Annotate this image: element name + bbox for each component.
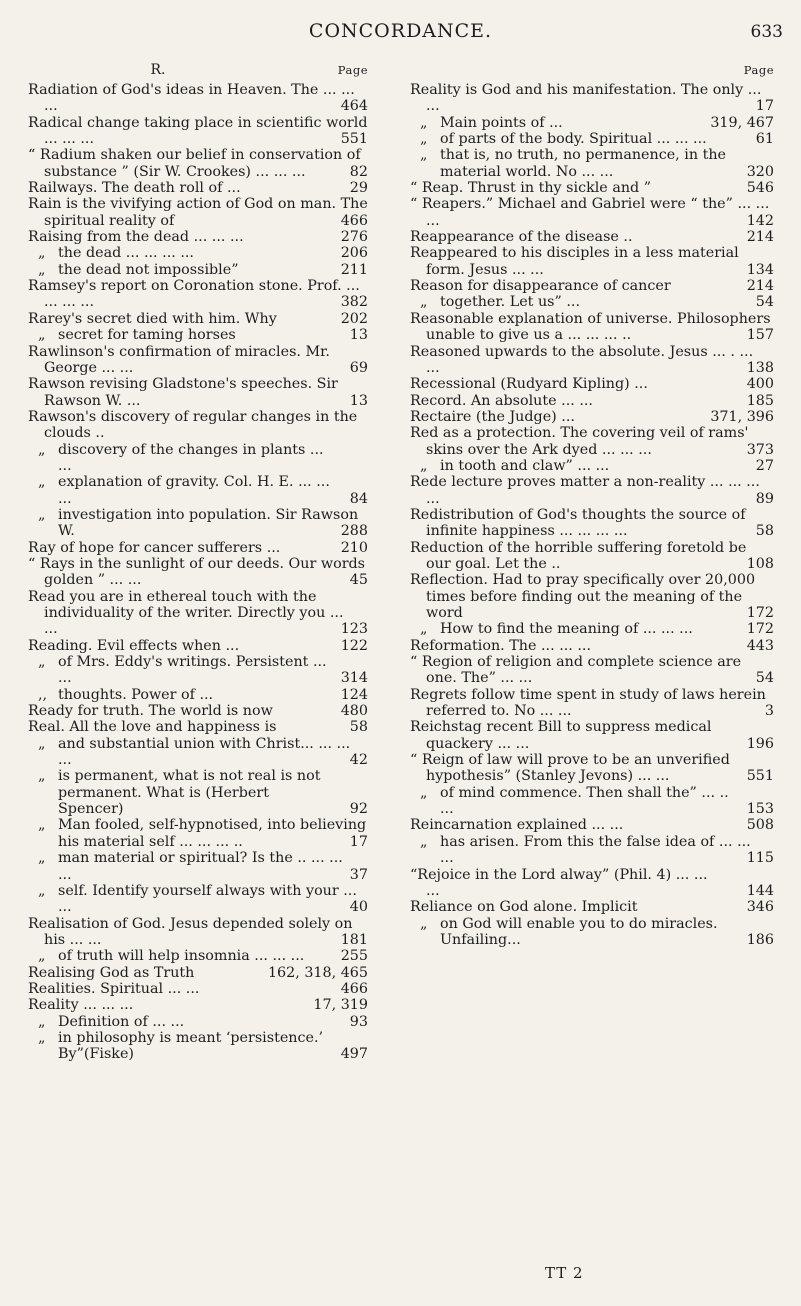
ditto-mark: „ — [420, 294, 428, 311]
entry-page-ref: 142 — [746, 212, 774, 229]
entry-page-ref: 29 — [349, 180, 368, 197]
entry-text: “ Radium shaken our belief in conservation of substance ” (Sir W. Crookes) ... ... ... — [28, 147, 361, 180]
ditto-mark: „ — [420, 114, 428, 131]
entry-page-ref: 185 — [746, 392, 774, 409]
ditto-mark: „ — [38, 1029, 46, 1046]
index-entry: „ of parts of the body. Spiritual ... ... ... 61 — [420, 131, 774, 148]
index-entry — [410, 82, 774, 115]
entry-text: Rawlinson's confirmation of miracles. Mr. George ... ... — [28, 343, 330, 376]
entry-text: and substantial union with Christ... ... ... ... — [58, 735, 351, 769]
entry-page-ref: 124 — [340, 686, 368, 703]
entry-text: Definition of ... ... — [58, 1013, 185, 1030]
ditto-mark: „ — [38, 654, 46, 671]
entry-text: “Rejoice in the Lord alway” (Phil. 4) ... ... ... — [410, 866, 708, 899]
index-entry — [410, 899, 774, 915]
index-entry — [28, 981, 368, 997]
entry-text: Rectaire (the Judge) ... — [410, 408, 575, 425]
index-entry — [28, 278, 368, 311]
left-column-header — [28, 60, 368, 82]
index-entry — [410, 196, 774, 229]
index-entry — [28, 442, 368, 475]
ditto-mark: „ — [38, 441, 46, 458]
entry-text: Realising God as Truth — [28, 964, 195, 981]
entry-text: Realities. Spiritual ... ... — [28, 980, 200, 997]
entry-page-ref: 210 — [340, 539, 368, 556]
index-entry — [28, 1030, 368, 1063]
entry-text: of truth will help insomnia ... ... ... — [58, 948, 305, 965]
entry-page-ref: 202 — [340, 310, 368, 327]
entry-text: Raising from the dead ... ... ... — [28, 229, 244, 246]
entry-page-ref: 115 — [746, 850, 774, 867]
entry-text: Rawson revising Gladstone's speeches. Sir Rawson W. ... — [28, 376, 338, 409]
index-entry — [410, 180, 774, 196]
entry-page-ref: 214 — [746, 229, 774, 246]
entry-page-ref: 371, 396 — [710, 408, 774, 425]
entry-text: in tooth and claw” ... ... — [440, 457, 610, 474]
ditto-mark: „ — [38, 261, 46, 278]
entry-text: “ Reign of law will prove to be an unverified hypothesis” (Stanley Jevons) ... ... — [410, 752, 730, 785]
ditto-mark: „ — [420, 621, 428, 638]
entry-text: Reichstag recent Bill to suppress medical quackery ... ... — [410, 719, 712, 752]
page-column-label: Page — [337, 63, 368, 77]
entry-text: discovery of the changes in plants ... ... — [58, 441, 324, 474]
entry-text: that is, no truth, no permanence, in the material world. No ... ... — [440, 147, 727, 180]
entry-page-ref: 464 — [340, 98, 368, 115]
entry-text: Reasonable explanation of universe. Philosophers unable to give us a ... ... ... .. — [410, 310, 771, 344]
entry-text: man material or spiritual? Is the .. ... ... ... — [58, 850, 343, 883]
entry-text: investigation into population. Sir Rawson W. — [58, 506, 359, 540]
entry-text: on God will enable you to do miracles. Unfailing... — [440, 915, 718, 948]
entry-text: Reflection. Had to pray specifically over 20,000 times before finding out the meaning of the word — [410, 572, 756, 621]
entry-text: “ Region of religion and complete science are one. The” ... ... — [410, 654, 742, 687]
section-letter: R. — [150, 62, 166, 78]
entry-page-ref: 320 — [746, 163, 774, 180]
entry-text: Redistribution of God's thoughts the source of infinite happiness ... ... ... ... — [410, 506, 746, 540]
index-entry — [410, 409, 774, 425]
page-header — [0, 18, 801, 48]
index-entry — [28, 82, 368, 115]
entry-text: Reappearance of the disease .. — [410, 229, 633, 246]
entry-page-ref: 162, 318, 465 — [267, 964, 368, 981]
ditto-mark: „ — [420, 457, 428, 474]
index-entry: „ is permanent, what is not real is not permanent. What is (Herbert Spencer) 92 — [38, 768, 368, 818]
entry-page-ref: 69 — [349, 359, 368, 376]
index-entry: „ self. Identify yourself always with your ... ... 40 — [38, 882, 368, 916]
entry-text: thoughts. Power of ... — [58, 686, 214, 703]
entry-page-ref: 255 — [340, 948, 368, 965]
index-entry — [28, 262, 368, 278]
index-entry — [410, 344, 774, 377]
entry-page-ref: 134 — [746, 261, 774, 278]
entry-page-ref: 17 — [755, 98, 774, 115]
ditto-mark: „ — [38, 735, 46, 752]
entry-page-ref: 480 — [340, 703, 368, 720]
index-entry — [410, 817, 774, 833]
entry-text: Reduction of the horrible suffering foretold be our goal. Let the .. — [410, 539, 747, 572]
ditto-mark: „ — [420, 784, 428, 801]
index-entry — [28, 948, 368, 964]
entry-text: Record. An absolute ... ... — [410, 392, 593, 409]
entry-text: self. Identify yourself always with your ... ... — [58, 882, 357, 916]
entry-text: Ready for truth. The world is now — [28, 703, 273, 720]
right-column-header — [410, 60, 774, 82]
index-entry — [410, 245, 774, 278]
entry-text: How to find the meaning of ... ... ... — [440, 621, 693, 638]
ditto-mark: „ — [420, 915, 428, 932]
entry-page-ref: 206 — [340, 245, 368, 262]
index-entry — [28, 719, 368, 735]
entry-text: Reality ... ... ... — [28, 997, 134, 1014]
entry-page-ref: 13 — [349, 392, 368, 409]
index-entry — [410, 752, 774, 785]
index-entry — [410, 311, 774, 344]
index-entry — [410, 916, 774, 949]
index-entry — [410, 229, 774, 245]
entry-text: Reading. Evil effects when ... — [28, 637, 240, 654]
index-entry — [28, 229, 368, 245]
entry-page-ref: 466 — [340, 212, 368, 229]
entry-page-ref: 546 — [746, 180, 774, 197]
index-entry: Regrets follow time spent in study of laws herein referred to. No ... ... 3 — [410, 686, 774, 720]
index-entry — [410, 474, 774, 507]
index-entry — [28, 409, 368, 442]
page-number: 633 — [750, 22, 783, 42]
index-entry — [28, 638, 368, 654]
index-entry: „ and substantial union with Christ... ... ... ... 42 — [38, 735, 368, 769]
entry-text: Realisation of God. Jesus depended solely on his ... ... — [28, 915, 353, 948]
entry-page-ref: 58 — [755, 523, 774, 540]
index-entry — [28, 245, 368, 261]
index-entry: „ in tooth and claw” ... ... 27 — [420, 457, 774, 474]
ditto-mark: „ — [38, 948, 46, 965]
entry-page-ref: 288 — [340, 523, 368, 540]
index-entry — [28, 196, 368, 229]
entry-text: Main points of ... — [440, 114, 563, 131]
index-entry — [410, 719, 774, 752]
entry-text: is permanent, what is not real is not permanent. What is (Herbert Spencer) — [58, 768, 321, 818]
index-entry — [28, 115, 368, 148]
entry-page-ref: 172 — [746, 605, 774, 621]
entry-text: Recessional (Rudyard Kipling) ... — [410, 376, 648, 393]
entry-text: has arisen. From this the false idea of ... ... ... — [440, 833, 751, 867]
entry-text: Reasoned upwards to the absolute. Jesus ... . ... ... — [410, 343, 754, 376]
entry-page-ref: 89 — [755, 490, 774, 507]
index-entry — [28, 556, 368, 589]
entry-page-ref: 276 — [340, 229, 368, 246]
index-entry — [410, 572, 774, 621]
index-entry — [28, 687, 368, 703]
index-entry — [410, 278, 774, 294]
entry-page-ref: 17, 319 — [313, 997, 368, 1014]
index-entry — [28, 311, 368, 327]
index-entry: „ explanation of gravity. Col. H. E. ... ... ... 84 — [38, 474, 368, 507]
right-column — [410, 60, 774, 948]
index-entry — [28, 180, 368, 196]
index-entry — [28, 916, 368, 949]
entry-text: of parts of the body. Spiritual ... ... ... — [440, 131, 707, 148]
index-entry — [410, 393, 774, 409]
entry-page-ref: 319, 467 — [710, 114, 774, 131]
index-entry — [410, 867, 774, 900]
index-entry — [410, 376, 774, 392]
entry-text: Reappeared to his disciples in a less material form. Jesus ... ... — [410, 245, 739, 278]
index-entry — [28, 589, 368, 638]
ditto-mark: „ — [38, 327, 46, 344]
entry-page-ref: 58 — [349, 719, 368, 736]
entry-page-ref: 196 — [746, 735, 774, 752]
entry-text: “ Reapers.” Michael and Gabriel were “ the” ... ... ... — [410, 196, 770, 229]
entry-page-ref: 443 — [746, 637, 774, 654]
signature-mark: TT 2 — [545, 1264, 584, 1282]
index-entry — [410, 147, 774, 180]
entry-text: in philosophy is meant ‘persistence.’ By”(Fiske) — [58, 1029, 324, 1063]
entry-page-ref: 157 — [746, 327, 774, 344]
entry-page-ref: 181 — [340, 931, 368, 948]
index-entry — [410, 654, 774, 687]
entry-text: Rarey's secret died with him. Why — [28, 310, 277, 327]
entry-text: Ray of hope for cancer sufferers ... — [28, 539, 281, 556]
entry-page-ref: 551 — [746, 768, 774, 785]
entry-text: of Mrs. Eddy's writings. Persistent ... ... — [58, 654, 327, 687]
index-entry — [410, 115, 774, 131]
index-entry — [410, 425, 774, 458]
index-entry — [28, 507, 368, 540]
index-entry — [28, 965, 368, 981]
entry-text: explanation of gravity. Col. H. E. ... ... ... — [58, 474, 330, 507]
entry-page-ref: 211 — [340, 261, 368, 278]
ditto-mark: „ — [38, 768, 46, 785]
entry-text: Read you are in ethereal touch with the individuality of the writer. Directly you ... ... — [28, 588, 344, 638]
entry-page-ref: 172 — [746, 621, 774, 638]
entry-text: “ Reap. Thrust in thy sickle and ” — [410, 180, 652, 197]
entry-text: Radiation of God's ideas in Heaven. The ... ... ... — [28, 82, 355, 115]
index-entry: „ together. Let us” ... 54 — [420, 294, 774, 311]
entry-page-ref: 138 — [746, 359, 774, 376]
index-entry — [28, 147, 368, 180]
entry-text: Regrets follow time spent in study of laws herein referred to. No ... ... — [410, 686, 766, 720]
page-title: CONCORDANCE. — [308, 20, 493, 42]
left-entry-list — [28, 82, 368, 1063]
entry-page-ref: 153 — [746, 801, 774, 818]
entry-text: Rede lecture proves matter a non-reality ... ... ... ... — [410, 474, 760, 507]
entry-page-ref: 122 — [340, 637, 368, 654]
ditto-mark: „ — [420, 147, 428, 164]
index-entry — [410, 834, 774, 867]
entry-text: Reality is God and his manifestation. The only ... ... — [410, 82, 762, 115]
entry-text: together. Let us” ... — [440, 294, 581, 311]
entry-text: Reincarnation explained ... ... — [410, 817, 624, 834]
entry-page-ref: 214 — [746, 278, 774, 295]
index-entry — [28, 344, 368, 377]
entry-text: Ramsey's report on Coronation stone. Prof. ... ... ... ... — [28, 278, 360, 311]
entry-text: Man fooled, self-hypnotised, into believing his material self ... ... ... .. — [58, 817, 367, 850]
entry-page-ref: 108 — [746, 555, 774, 572]
entry-text: Rain is the vivifying action of God on man. The spiritual reality of — [28, 196, 368, 229]
ditto-mark: „ — [38, 850, 46, 867]
index-entry — [28, 376, 368, 409]
entry-page-ref: 497 — [340, 1046, 368, 1063]
entry-page-ref: 551 — [340, 131, 368, 148]
index-entry — [28, 997, 368, 1013]
entry-text: Red as a protection. The covering veil of rams' skins over the Ark dyed ... ... ... — [410, 425, 749, 458]
ditto-mark: „ — [38, 817, 46, 834]
index-entry — [410, 785, 774, 818]
index-entry: „ man material or spiritual? Is the .. ... ... ... 37 — [38, 850, 368, 883]
entry-page-ref: 466 — [340, 980, 368, 997]
ditto-mark: „ — [420, 833, 428, 850]
index-entry: „ Definition of ... ... 93 — [38, 1013, 368, 1030]
entry-page-ref: 82 — [349, 163, 368, 180]
entry-text: the dead not impossible” — [58, 261, 239, 278]
entry-page-ref: 382 — [340, 294, 368, 311]
entry-text: secret for taming horses — [58, 327, 236, 344]
index-entry — [410, 638, 774, 654]
page-column-label: Page — [743, 63, 774, 77]
left-column — [28, 60, 368, 1063]
entry-text: of mind commence. Then shall the” ... .. ... — [440, 784, 729, 818]
entry-text: Real. All the love and happiness is — [28, 719, 277, 736]
entry-page-ref: 123 — [340, 621, 368, 638]
entry-page-ref: 186 — [746, 931, 774, 948]
entry-page-ref: 400 — [746, 376, 774, 393]
entry-page-ref: 508 — [746, 817, 774, 834]
entry-text: Reliance on God alone. Implicit — [410, 899, 638, 916]
entry-page-ref: 45 — [349, 572, 368, 589]
index-entry: „ Man fooled, self-hypnotised, into believing his material self ... ... ... .. 17 — [38, 817, 368, 850]
ditto-mark: „ — [38, 245, 46, 262]
entry-page-ref: 346 — [746, 899, 774, 916]
entry-text: Railways. The death roll of ... — [28, 180, 241, 197]
entry-text: Radical change taking place in scientific world ... ... ... — [28, 114, 368, 148]
ditto-mark: „ — [38, 882, 46, 899]
index-entry — [410, 507, 774, 540]
entry-text: Reason for disappearance of cancer — [410, 278, 671, 295]
entry-text: Rawson's discovery of regular changes in the clouds .. — [28, 408, 358, 442]
index-entry — [28, 540, 368, 556]
ditto-mark: „ — [38, 506, 46, 523]
index-entry: „ secret for taming horses 13 — [38, 327, 368, 344]
ditto-mark: „ — [38, 474, 46, 491]
ditto-mark: ,, — [38, 686, 48, 703]
entry-page-ref: 373 — [746, 441, 774, 458]
right-entry-list — [410, 82, 774, 948]
index-entry — [410, 621, 774, 637]
index-entry — [28, 703, 368, 719]
entry-page-ref: 314 — [340, 670, 368, 687]
entry-text: “ Rays in the sunlight of our deeds. Our words golden ” ... ... — [28, 555, 366, 589]
entry-page-ref: 144 — [746, 882, 774, 899]
index-entry — [410, 540, 774, 573]
index-entry — [28, 654, 368, 687]
ditto-mark: „ — [38, 1013, 46, 1030]
entry-text: Reformation. The ... ... ... — [410, 637, 592, 654]
entry-text: the dead ... ... ... ... — [58, 245, 194, 262]
ditto-mark: „ — [420, 131, 428, 148]
entry-page-ref: 54 — [755, 670, 774, 687]
